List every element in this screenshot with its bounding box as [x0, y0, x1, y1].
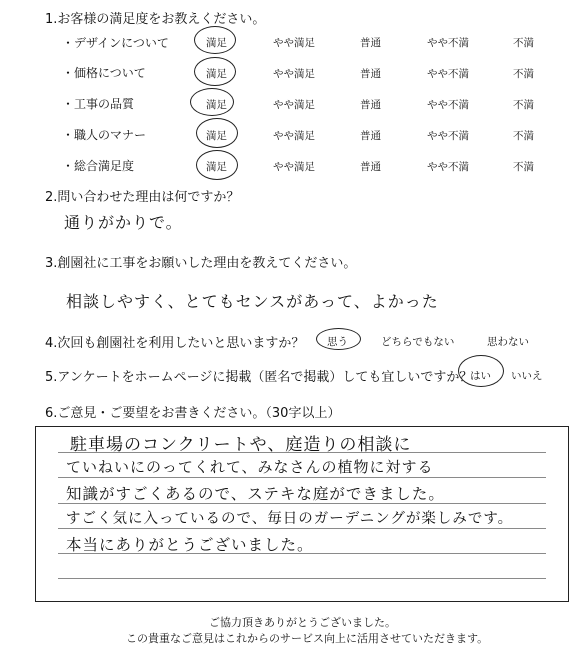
- q1-row-quality-opt-normal[interactable]: 普通: [360, 99, 381, 111]
- q1-row-manners-selection-circle: [196, 118, 238, 148]
- q1-row-quality-opt-somewhat-satisfied[interactable]: やや満足: [273, 99, 315, 111]
- q1-row-design-selection-circle: [194, 26, 236, 54]
- q6-title: 6.ご意見・ご要望をお書きください。（30字以上）: [45, 406, 341, 421]
- q1-row-price-opt-satisfied[interactable]: 満足: [206, 68, 227, 80]
- comment-ruled-line: [58, 477, 546, 478]
- q2-title: 2.問い合わせた理由は何ですか？: [45, 190, 240, 205]
- q1-row-overall-selection-circle: [196, 150, 238, 180]
- q1-row-price-label: ・価格について: [62, 66, 146, 80]
- q6-comment-line-3: 知識がすごくあるので、ステキな庭ができました。: [66, 485, 445, 503]
- q5-title: 5.アンケートをホームページに掲載（匿名で掲載）しても宜しいですか？: [45, 370, 473, 385]
- q1-row-quality-opt-satisfied[interactable]: 満足: [206, 99, 227, 111]
- q1-row-manners-label: ・職人のマナー: [62, 128, 147, 142]
- q1-row-overall-opt-satisfied[interactable]: 満足: [206, 161, 227, 173]
- q1-row-quality-selection-circle: [190, 88, 234, 116]
- q5-opt-yes[interactable]: はい: [470, 370, 491, 382]
- q6-comment-line-2: ていねいにのってくれて、みなさんの植物に対する: [66, 458, 434, 476]
- q1-row-price-opt-somewhat-unsatisfied[interactable]: やや不満: [427, 68, 469, 80]
- q1-row-overall-opt-somewhat-unsatisfied[interactable]: やや不満: [427, 161, 469, 173]
- q1-row-design-opt-unsatisfied[interactable]: 不満: [513, 37, 534, 49]
- q1-row-price-opt-somewhat-satisfied[interactable]: やや満足: [273, 68, 315, 80]
- q4-opt-yes[interactable]: 思う: [327, 336, 348, 348]
- q1-row-quality-opt-unsatisfied[interactable]: 不満: [513, 99, 534, 111]
- q1-row-quality-label: ・工事の品質: [62, 97, 135, 111]
- q1-row-design-label: ・デザインについて: [62, 36, 169, 50]
- q3-answer[interactable]: 相談しやすく、とてもセンスがあって、よかった: [66, 292, 439, 311]
- q1-row-manners-opt-normal[interactable]: 普通: [360, 130, 381, 142]
- q1-row-overall-label: ・総合満足度: [62, 159, 135, 173]
- comment-ruled-line: [58, 578, 546, 579]
- q1-row-overall-opt-unsatisfied[interactable]: 不満: [513, 161, 534, 173]
- q1-row-manners-opt-unsatisfied[interactable]: 不満: [513, 130, 534, 142]
- q6-comment-line-4: すごく気に入っているので、毎日のガーデニングが楽しみです。: [66, 511, 514, 527]
- q1-row-design-opt-somewhat-satisfied[interactable]: やや満足: [273, 37, 315, 49]
- q1-title: 1.お客様の満足度をお教えください。: [45, 12, 266, 27]
- comment-ruled-line: [58, 528, 546, 529]
- q1-row-manners-opt-somewhat-satisfied[interactable]: やや満足: [273, 130, 315, 142]
- q2-answer[interactable]: 通りがかりで。: [64, 213, 183, 232]
- q5-opt-no[interactable]: いいえ: [511, 370, 543, 382]
- q4-title: 4.次回も創園社を利用したいと思いますか？: [45, 336, 305, 351]
- q1-row-manners-opt-satisfied[interactable]: 満足: [206, 130, 227, 142]
- footer-thanks: ご協力頂きありがとうございました。: [209, 616, 396, 629]
- q1-row-design-opt-normal[interactable]: 普通: [360, 37, 381, 49]
- q1-row-price-opt-normal[interactable]: 普通: [360, 68, 381, 80]
- q1-row-overall-opt-somewhat-satisfied[interactable]: やや満足: [273, 161, 315, 173]
- q4-selection-circle: [316, 328, 361, 350]
- q1-row-price-opt-unsatisfied[interactable]: 不満: [513, 68, 534, 80]
- q1-row-overall-opt-normal[interactable]: 普通: [360, 161, 381, 173]
- q1-row-price-selection-circle: [194, 57, 236, 86]
- q4-opt-neutral[interactable]: どちらでもない: [381, 336, 455, 348]
- q6-comment-line-5: 本当にありがとうございました。: [66, 536, 314, 554]
- q1-row-design-opt-somewhat-unsatisfied[interactable]: やや不満: [427, 37, 469, 49]
- q5-selection-circle: [458, 355, 504, 387]
- q6-comment-line-1: 駐車場のコンクリートや、庭造りの相談に: [70, 435, 412, 455]
- q1-row-manners-opt-somewhat-unsatisfied[interactable]: やや不満: [427, 130, 469, 142]
- footer-note: この貴重なご意見はこれからのサービス向上に活用させていただきます。: [126, 632, 489, 645]
- q3-title: 3.創園社に工事をお願いした理由を教えてください。: [45, 256, 357, 271]
- q1-row-quality-opt-somewhat-unsatisfied[interactable]: やや不満: [427, 99, 469, 111]
- q1-row-design-opt-satisfied[interactable]: 満足: [206, 37, 227, 49]
- q4-opt-no[interactable]: 思わない: [487, 336, 529, 348]
